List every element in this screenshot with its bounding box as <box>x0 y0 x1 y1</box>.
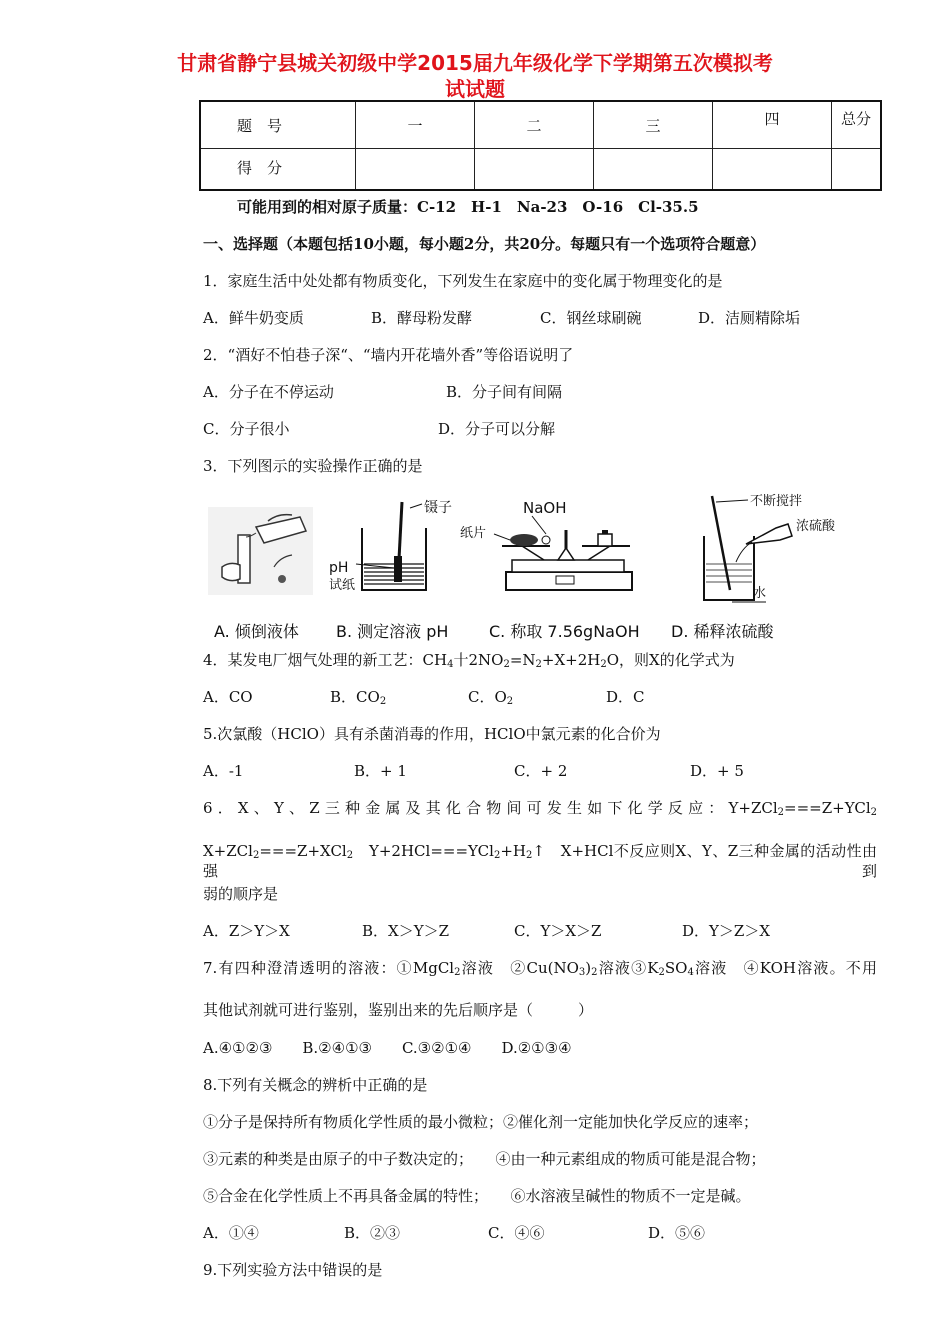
q6-text: 6．X、Y、Z三种金属及其化合物间可发生如下化学反应：Y+ZCl <box>203 799 778 817</box>
q8-option-c: C．④⑥ <box>488 1224 545 1242</box>
subscript: 2 <box>252 850 260 861</box>
label-ph-paper: 试纸 <box>329 578 356 593</box>
atomic-mass-values: C-12 H-1 Na-23 O-16 Cl-35.5 <box>417 198 699 216</box>
section-heading: 一、选择题（本题包括10小题，每小题2分，共20分。每题只有一个选项符合题意） <box>203 235 766 253</box>
score-table-header-row <box>200 101 881 149</box>
q7-options: A.④①②③ B.②④①③ C.③②①④ D.②①③④ <box>203 1039 572 1057</box>
score-cell <box>713 149 832 191</box>
q7-text: 溶液 ④KOH溶液。不用 <box>693 959 877 977</box>
score-row-label: 得 分 <box>200 149 356 191</box>
q5-option-a: A．-1 <box>203 762 244 780</box>
question-6-stem-end: 弱的顺序是 <box>203 885 279 903</box>
subscript: 2 <box>503 659 510 670</box>
question-1-stem: 1．家庭生活中处处都有物质变化，下列发生在家庭中的变化属于物理变化的是 <box>203 272 723 290</box>
subscript: 2 <box>600 659 607 670</box>
score-header-3: 三 <box>594 101 713 149</box>
document-title-continued: 试试题 <box>445 77 505 101</box>
q2-option-a: A．分子在不停运动 <box>203 383 334 401</box>
document-title: 甘肃省静宁县城关初级中学2015届九年级化学下学期第五次模拟考 <box>177 51 773 75</box>
q8-option-a: A．①④ <box>203 1224 259 1242</box>
subscript: 4 <box>687 967 694 978</box>
q4-option-b-text: B．CO <box>330 688 380 706</box>
q7-text: ) <box>585 959 592 977</box>
score-cell <box>832 149 882 191</box>
atomic-mass-line <box>237 197 699 217</box>
q5-option-c: C．+ 2 <box>514 762 568 780</box>
q6-text: X+ZCl <box>203 842 253 860</box>
subscript: 3 <box>578 967 586 978</box>
subscript: 2 <box>870 807 877 818</box>
q4-text: 4．某发电厂烟气处理的新工艺：CH <box>203 651 448 669</box>
score-header-4: 四 <box>713 101 832 149</box>
subscript: 2 <box>379 696 387 707</box>
q4-text: +X+2H <box>541 651 601 669</box>
q6-text: ===Z+XCl <box>259 842 347 860</box>
subscript: 2 <box>658 967 665 978</box>
q1-option-b: B．酵母粉发酵 <box>371 309 473 327</box>
label-stir: 不断搅拌 <box>750 494 803 509</box>
score-header-label: 题 号 <box>200 101 356 149</box>
score-cell <box>594 149 713 191</box>
q3-option-b: B. 测定溶液 pH <box>336 622 449 641</box>
q8-option-b: B．②③ <box>344 1224 401 1242</box>
question-7-stem-end: 其他试剂就可进行鉴别，鉴别出来的先后顺序是（ ） <box>203 1001 594 1019</box>
subscript: 2 <box>535 659 542 670</box>
question-9-stem: 9.下列实验方法中错误的是 <box>203 1261 383 1279</box>
score-table-row <box>200 149 881 191</box>
subscript: 2 <box>591 967 598 978</box>
q3-option-c: C. 称取 7.56gNaOH <box>489 622 640 641</box>
atomic-mass-label: 可能用到的相对原子质量： <box>237 198 418 216</box>
subscript: 2 <box>525 850 533 861</box>
q4-option-d: D．C <box>606 688 645 706</box>
question-6-equations <box>203 841 877 881</box>
q4-option-c-text: C．O <box>468 688 507 706</box>
subscript: 2 <box>493 850 501 861</box>
score-cell <box>475 149 594 191</box>
q8-statement-1: ①分子是保持所有物质化学性质的最小微粒；②催化剂一定能加快化学反应的速率； <box>203 1113 759 1131</box>
q2-option-d: D．分子可以分解 <box>438 420 556 438</box>
q4-option-c <box>468 687 513 707</box>
score-header-total: 总分 <box>832 101 882 149</box>
q6-text: Y+2HCl===YCl <box>368 842 494 860</box>
question-6-stem <box>203 798 877 818</box>
score-header-2: 二 <box>475 101 594 149</box>
q4-text: O，则X的化学式为 <box>606 651 735 669</box>
q4-text: =N <box>509 651 536 669</box>
q5-option-d: D．+ 5 <box>690 762 744 780</box>
label-ph: pH <box>329 560 349 576</box>
label-acid: 浓硫酸 <box>796 519 836 534</box>
score-table <box>199 100 882 191</box>
q6-text: ===Z+YCl <box>784 799 871 817</box>
q7-text: 溶液③K <box>597 959 659 977</box>
q1-option-d: D．洁厕精除垢 <box>698 309 801 327</box>
question-7-stem <box>203 958 877 978</box>
q6-text: X+HCl不反应则X、Y、Z三种金属的活动性由强到 <box>203 842 877 880</box>
question-4-stem <box>203 650 735 670</box>
q2-option-c: C．分子很小 <box>203 420 290 438</box>
q7-text: SO <box>664 959 688 977</box>
q4-option-b <box>330 687 386 707</box>
q4-text: 十2NO <box>453 651 504 669</box>
q2-option-b: B．分子间有间隔 <box>446 383 563 401</box>
subscript: 2 <box>346 850 354 861</box>
subscript: 2 <box>454 967 461 978</box>
question-2-stem: 2．“酒好不怕巷子深“、“墙内开花墙外香”等俗语说明了 <box>203 346 574 364</box>
q3-option-d: D. 稀释浓硫酸 <box>671 622 774 641</box>
question-8-stem: 8.下列有关概念的辨析中正确的是 <box>203 1076 428 1094</box>
score-cell <box>356 149 475 191</box>
q8-statement-2: ③元素的种类是由原子的中子数决定的； ④由一种元素组成的物质可能是混合物； <box>203 1150 766 1168</box>
q3-option-a: A. 倾倒液体 <box>214 622 299 641</box>
q5-option-b: B．+ 1 <box>354 762 407 780</box>
q7-text: 溶液 ②Cu(NO <box>460 959 579 977</box>
figure-pour-liquid <box>208 507 313 595</box>
subscript: 2 <box>777 807 785 818</box>
q8-statement-3: ⑤合金在化学性质上不再具备金属的特性； ⑥水溶液呈碱性的物质不一定是碱。 <box>203 1187 751 1205</box>
q6-text: +H <box>500 842 526 860</box>
score-header-1: 一 <box>356 101 475 149</box>
q6-option-a: A．Z＞Y＞X <box>203 922 290 940</box>
q7-text: 7.有四种澄清透明的溶液：①MgCl <box>203 959 455 977</box>
label-water: 水 <box>753 586 767 601</box>
q6-option-b: B．X＞Y＞Z <box>362 922 450 940</box>
label-tweezers: 镊子 <box>424 500 452 516</box>
subscript: 4 <box>447 659 454 670</box>
q6-option-c: C．Y＞X＞Z <box>514 922 602 940</box>
q8-option-d: D．⑤⑥ <box>648 1224 706 1242</box>
q1-option-a: A．鲜牛奶变质 <box>203 309 304 327</box>
q6-text: ↑ <box>532 842 545 860</box>
question-3-stem: 3．下列图示的实验操作正确的是 <box>203 457 423 475</box>
question-5-stem: 5.次氯酸（HClO）具有杀菌消毒的作用，HClO中氯元素的化合价为 <box>203 725 661 743</box>
q6-option-d: D．Y＞Z＞X <box>682 922 771 940</box>
label-paper: 纸片 <box>460 526 487 541</box>
q1-option-c: C．钢丝球刷碗 <box>540 309 642 327</box>
label-naoh: NaOH <box>523 499 567 517</box>
subscript: 2 <box>506 696 514 707</box>
q4-option-a: A．CO <box>203 688 253 706</box>
